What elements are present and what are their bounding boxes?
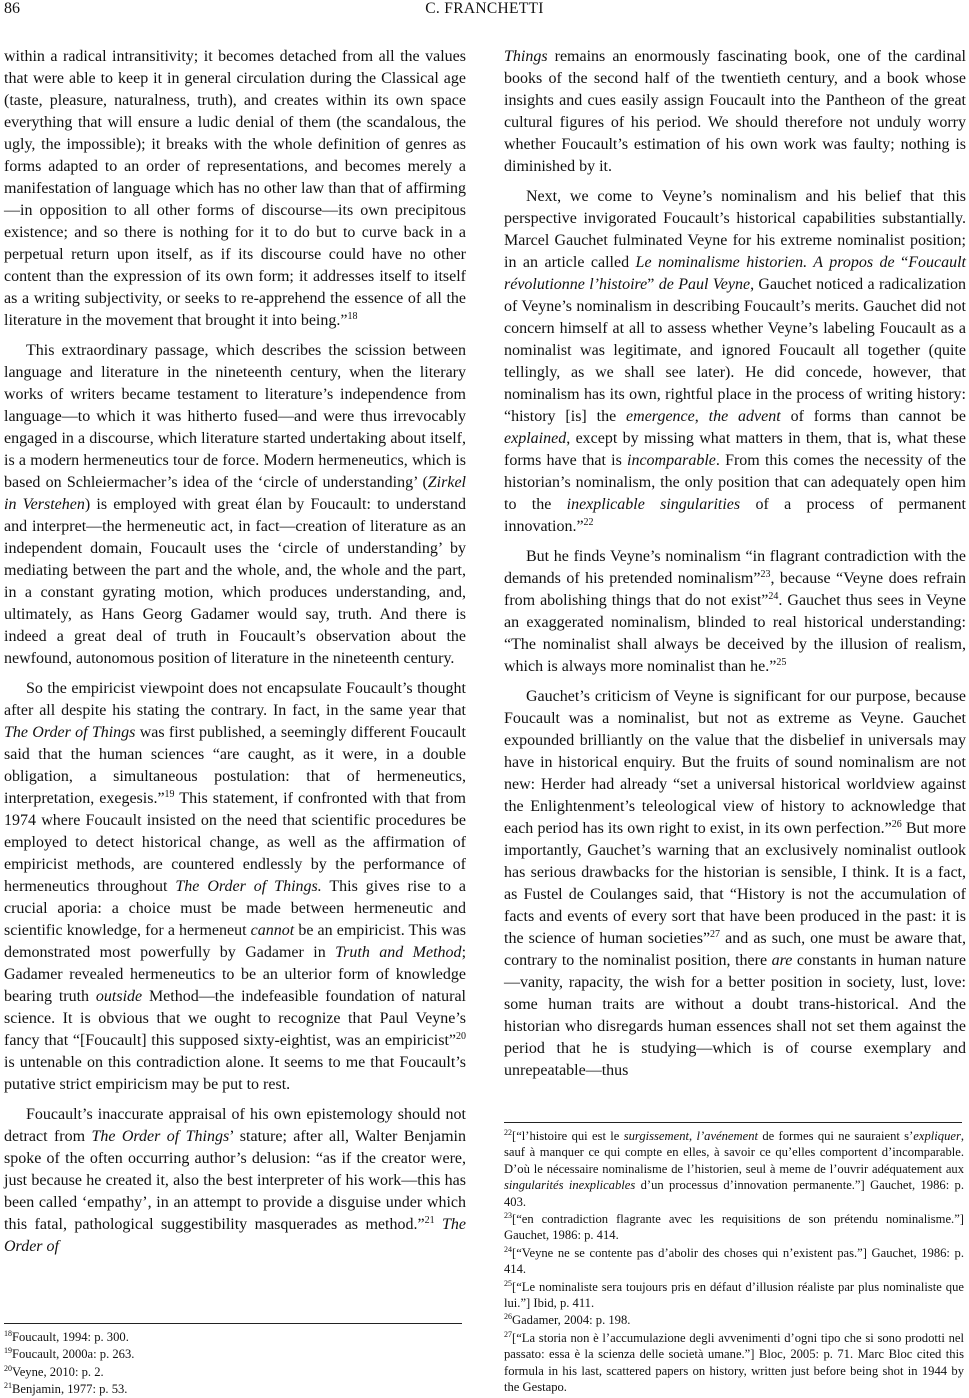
footnote-number: 24 xyxy=(504,1244,512,1254)
text-run: , xyxy=(694,408,709,425)
page-header xyxy=(0,0,969,30)
text-run xyxy=(435,1216,442,1233)
text-run: Foucault’s inaccurate appraisal of his own epistemology should not detract from xyxy=(4,1106,466,1145)
text-run: Method—the indefeasible foundation of natural science. It is obvious that we ought to recognize that Paul Veyne’s fancy that “[Foucault] this supposed sixty-eightist, was an empiricist” xyxy=(4,988,467,1049)
footnote-marker: 24 xyxy=(768,591,779,602)
italic-text: de Paul Veyne xyxy=(658,276,751,293)
text-run: remains an enormously fascinating book, one of the cardinal books of the second half of the twentieth century, and a book whose insights and cues easily assign Foucault into the Pantheon of the great cultural figures of his period. We should therefore not unduly worry whether Foucault’s estimation of his own work was faulty; nothing is diminished by it. xyxy=(504,48,966,175)
footnote-marker: 27 xyxy=(710,929,721,940)
text-run: , xyxy=(689,1129,697,1143)
text-run: , Gauchet noticed a radicalization of Veyne’s nominalism in describing Foucault’s merits. Gauchet did not concern himself at all to assess whether Veyne’s labeling Foucault as a nominalist was legitimate, and ignored Foucault all together (quite tellingly, as we shall see later). He did concede, however, that nominalism has its own, rightful place in the process of writing history: “history [is] the xyxy=(504,276,967,425)
body-paragraph xyxy=(4,340,466,670)
text-run: , except by missing what matters in them, that is, what these forms have that is xyxy=(504,430,966,469)
italic-text: singularités inexplicables xyxy=(504,1178,636,1193)
text-run: [“l’histoire qui est le xyxy=(512,1129,624,1143)
text-run: ; Gadamer revealed hermeneutics to be an ulterior form of knowledge bearing truth xyxy=(4,944,467,1005)
footnote xyxy=(4,1346,462,1362)
footnote-number: 26 xyxy=(504,1312,512,1322)
text-run: of forms than cannot be xyxy=(780,408,967,425)
footnote xyxy=(504,1312,964,1328)
footnote-number: 27 xyxy=(504,1329,512,1339)
footnote-marker: 21 xyxy=(424,1215,435,1226)
body-paragraph xyxy=(504,46,966,178)
footnote-divider xyxy=(504,1122,962,1123)
text-run: , sauf à manquer ce qui compte en elles, à savoir ce qu’elles comportent d’incomparable. D’où le nécessaire nominalisme de l’historien, seul à meme de l’ouvrir adéquatement aux xyxy=(504,1129,965,1176)
text-run: This gives rise to a crucial aporia: a choice must be made between hermeneutic and scientific knowledge, for a hermeneut xyxy=(4,878,466,939)
footnote-marker: 26 xyxy=(891,819,902,830)
text-run: [“Le nominaliste sera toujours pris en défaut d’illusion réaliste par plus nominaliste que lui.”] Ibid, p. 411. xyxy=(504,1279,964,1311)
text-run: [“en contradiction flagrante avec les requisitions de son prétendu nominalisme.”] Gauchet, 1986: p. 414. xyxy=(504,1212,964,1243)
text-run: be an empiricist. This was demonstrated most powerfully by Gadamer in xyxy=(4,922,466,961)
text-run: constants in human nature—vanity, rapacity, the wish for a better position in society, lust, love: some human traits are without a doubt trans-historical. And the historian who disregards human essences shall not set them against the period that he is studying—which is of course exemplary and unrepeatable—thus xyxy=(504,952,967,1079)
italic-text: The Order of Things. xyxy=(175,878,322,895)
text-run: and as such, one must be aware that, contrary to the nominalist position, there xyxy=(504,930,966,969)
text-run: Gauchet’s criticism of Veyne is significant for our purpose, because Foucault was a nominalist, but not as extreme as Veyne. Gauchet expounded brilliantly on the value that the disbelief in universals may have in historical enquiry. But the fruits of sound nominalism are not new: Herder had already “set a universal historical worldview against the Enlightenment’s teleological view of history to acknowledge that each period has its own right to exist, in its own perfection.” xyxy=(504,688,966,837)
italic-text: surgissement xyxy=(623,1129,689,1143)
italic-text: The Order of Things xyxy=(4,724,136,741)
footnote-number: 18 xyxy=(4,1329,12,1338)
italic-text: The Order of Things xyxy=(91,1128,230,1145)
right-column xyxy=(504,46,966,1082)
text-run: ’ stature; after all, Walter Benjamin spoke of the often occurring author’s delusion: “as if the creator were, just because he created it, also the best interpreter of his work—this has been called ‘empathy’, in an attempt to provide a disguise under which this fatal, pathological suggestibility masquerades as method.” xyxy=(4,1128,466,1233)
footnote-number: 19 xyxy=(4,1346,12,1356)
body-paragraph xyxy=(504,186,966,538)
footnote xyxy=(4,1381,462,1397)
text-run: Gadamer, 2004: p. 198. xyxy=(512,1313,631,1328)
footnote-number: 22 xyxy=(504,1128,512,1137)
text-run: was first published, a seemingly different Foucault said that the human sciences “are caught, as it were, in a double obligation, a simultaneous postulation: that of hermeneutics, interpretation, exegesis.” xyxy=(4,724,467,807)
footnote-text: Benjamin, 1977: p. 53. xyxy=(12,1382,128,1397)
footnote-number: 25 xyxy=(504,1278,512,1288)
text-run: But more importantly, Gauchet’s warning that an exclusively nominalist outlook has serious drawbacks for the historian is sensible, I think. It is a fact, as Fustel de Coulanges said, that “History is not the accumulation of facts and events of every sort that have been produced in the past: it is the science of human societies” xyxy=(504,820,966,947)
italic-text: incomparable xyxy=(627,452,716,469)
footnote-marker: 18 xyxy=(347,311,358,322)
footnotes-left xyxy=(4,1329,462,1398)
text-run: Next, we come to Veyne’s nominalism and his belief that this perspective invigorated Foucault’s historical capabilities substantially. Marcel Gauchet fulminated Veyne for his extreme nominalist position; in an article called xyxy=(504,188,966,271)
running-title: C. FRANCHETTI xyxy=(425,0,544,17)
text-run: is untenable on this contradiction alone. It seems to me that Foucault’s putative strict empiricism may be put to rest. xyxy=(4,1054,466,1093)
italic-text: inexplicable singularities xyxy=(566,496,741,513)
page-number: 86 xyxy=(4,0,20,17)
footnote xyxy=(4,1329,462,1345)
text-run: d’un processus d’innovation permanente.”] Gauchet, 1986: p. 403. xyxy=(504,1178,964,1209)
body-paragraph xyxy=(4,678,466,1096)
text-run: , because “Veyne does refrain from abolishing things that do not exist” xyxy=(504,570,966,609)
text-run: [“Veyne ne se contente pas d’abolir des choses qui n’existent pas.”] Gauchet, 1986: p. 414. xyxy=(504,1245,964,1277)
italic-text: Le nominalisme historien. A propos de xyxy=(635,254,895,271)
footnote-number: 23 xyxy=(504,1211,512,1221)
footnote-marker: 19 xyxy=(164,789,175,800)
italic-text: The Order of xyxy=(4,1216,467,1255)
text-run: This statement, if confronted with that from 1974 where Foucault insisted on the need that scientific procedures be employed to detect historical change, as well as the affirmation of empiricist methods, are countered endlessly by the performance of hermeneutics throughout xyxy=(4,790,466,895)
footnote-number: 21 xyxy=(4,1381,12,1391)
footnote-text: Foucault, 2000a: p. 263. xyxy=(12,1347,135,1362)
italic-text: explained xyxy=(504,430,567,447)
body-paragraph xyxy=(4,1104,466,1258)
italic-text: cannot xyxy=(250,922,295,939)
footnote xyxy=(504,1245,964,1278)
text-run: “ xyxy=(894,254,909,271)
italic-text: Zirkel in Verstehen xyxy=(4,474,466,513)
footnote-marker: 20 xyxy=(456,1031,466,1042)
text-run: . Gauchet thus sees in Veyne an exaggerated nominalism, blinded to real historical understanding: “The nominalist shall always be deceived by the illusion of realism, which is always more nominalist than he.” xyxy=(504,592,967,675)
text-run: . From this comes the necessity of the historian’s nominalism, the only position that can adequately open him to the xyxy=(504,452,967,513)
text-run: de formes qui ne sauraient s’ xyxy=(758,1129,914,1143)
footnote-marker: 22 xyxy=(583,517,594,528)
italic-text: Things xyxy=(504,48,548,65)
footnotes-right xyxy=(504,1128,964,1396)
text-run: So the empiricist viewpoint does not encapsulate Foucault’s thought after all despite his stating the contrary. In fact, in the same year that xyxy=(4,680,466,719)
footnote-marker: 25 xyxy=(776,657,787,668)
text-run: But he finds Veyne’s nominalism “in flagrant contradiction with the demands of his pretended nominalism” xyxy=(504,548,966,587)
body-paragraph xyxy=(4,46,466,332)
italic-text: the advent xyxy=(708,408,781,425)
italic-text: l’avénement xyxy=(696,1129,759,1143)
footnote xyxy=(504,1211,964,1244)
text-run: ” xyxy=(647,276,659,293)
footnote-divider xyxy=(4,1323,462,1324)
italic-text: Foucault révolutionne l’histoire xyxy=(504,254,966,293)
footnote-marker: 23 xyxy=(760,569,771,580)
footnote xyxy=(504,1128,964,1210)
italic-text: expliquer xyxy=(913,1129,961,1143)
text-run: of a process of permanent innovation.” xyxy=(504,496,966,535)
body-paragraph xyxy=(504,546,966,678)
italic-text: Truth and Method xyxy=(335,944,462,961)
text-run: ) is employed with great élan by Foucault: to understand and interpret—the hermeneutic act, in fact—creation of literature as an independent domain, Foucault uses the ‘circle of understanding’ by mediating between the part and the whole, and, the whole and the part, in a constant gyrating motion, which produces understanding, and, ultimately, as Hans Georg Gadamer would say, truth. And there is indeed a great deal of truth in Foucault’s observation about the newfound, autonomous position of literature in the nineteenth century. xyxy=(4,496,466,667)
text-run: This extraordinary passage, which describes the scission between language and literature in the nineteenth century, when the literary works of writers became testament to literature’s independence from language—to which it was hitherto fused—and were thus irrevocably engaged in a discourse, which literature started undertaking about itself, is a modern hermeneutics tour de force. Modern hermeneutics, which is based on Schleiermacher’s idea of the ‘circle of understanding’ ( xyxy=(4,342,466,491)
footnote xyxy=(4,1364,462,1380)
footnote-text: Veyne, 2010: p. 2. xyxy=(12,1364,104,1379)
italic-text: are xyxy=(771,952,793,969)
footnote xyxy=(504,1279,964,1312)
text-run: [“La storia non è l’accumulazione degli avvenimenti d’ogni tipo che si sono prodotti nel passato: essa è la scienza delle società umane.”] Bloc, 2005: p. 71. Marc Bloc cited this formula in his last, scattered papers on history, written just before being shot in 1944 by the Gestapo. xyxy=(504,1330,964,1395)
left-column xyxy=(4,46,466,1258)
footnote-number: 20 xyxy=(4,1363,12,1373)
text-run: within a radical intransitivity; it becomes detached from all the values that were able to keep it in general circulation during the Classical age (taste, pleasure, naturalness, truth), and creates within its own space everything that will ensure a ludic denial of them (the scandalous, the ugly, the impossible); it breaks with the whole definition of genres as forms adapted to an order of representations, and becomes merely a manifestation of language which has no other law than that of affirming—in opposition to all other forms of discourse—its own precipitous existence; and so there is nothing for it to do but to curve back in a perpetual return upon itself, as if its discourse could have no other content than the expression of its own form; it addresses itself to itself as a writing subjectivity, or seeks to re-apprehend the essence of all the literature in the movement that brought it into being.” xyxy=(4,48,466,329)
body-paragraph xyxy=(504,686,966,1082)
italic-text: emergence xyxy=(626,408,695,425)
italic-text: outside xyxy=(95,988,143,1005)
footnote-text: Foucault, 1994: p. 300. xyxy=(12,1330,129,1344)
footnote xyxy=(504,1330,964,1396)
